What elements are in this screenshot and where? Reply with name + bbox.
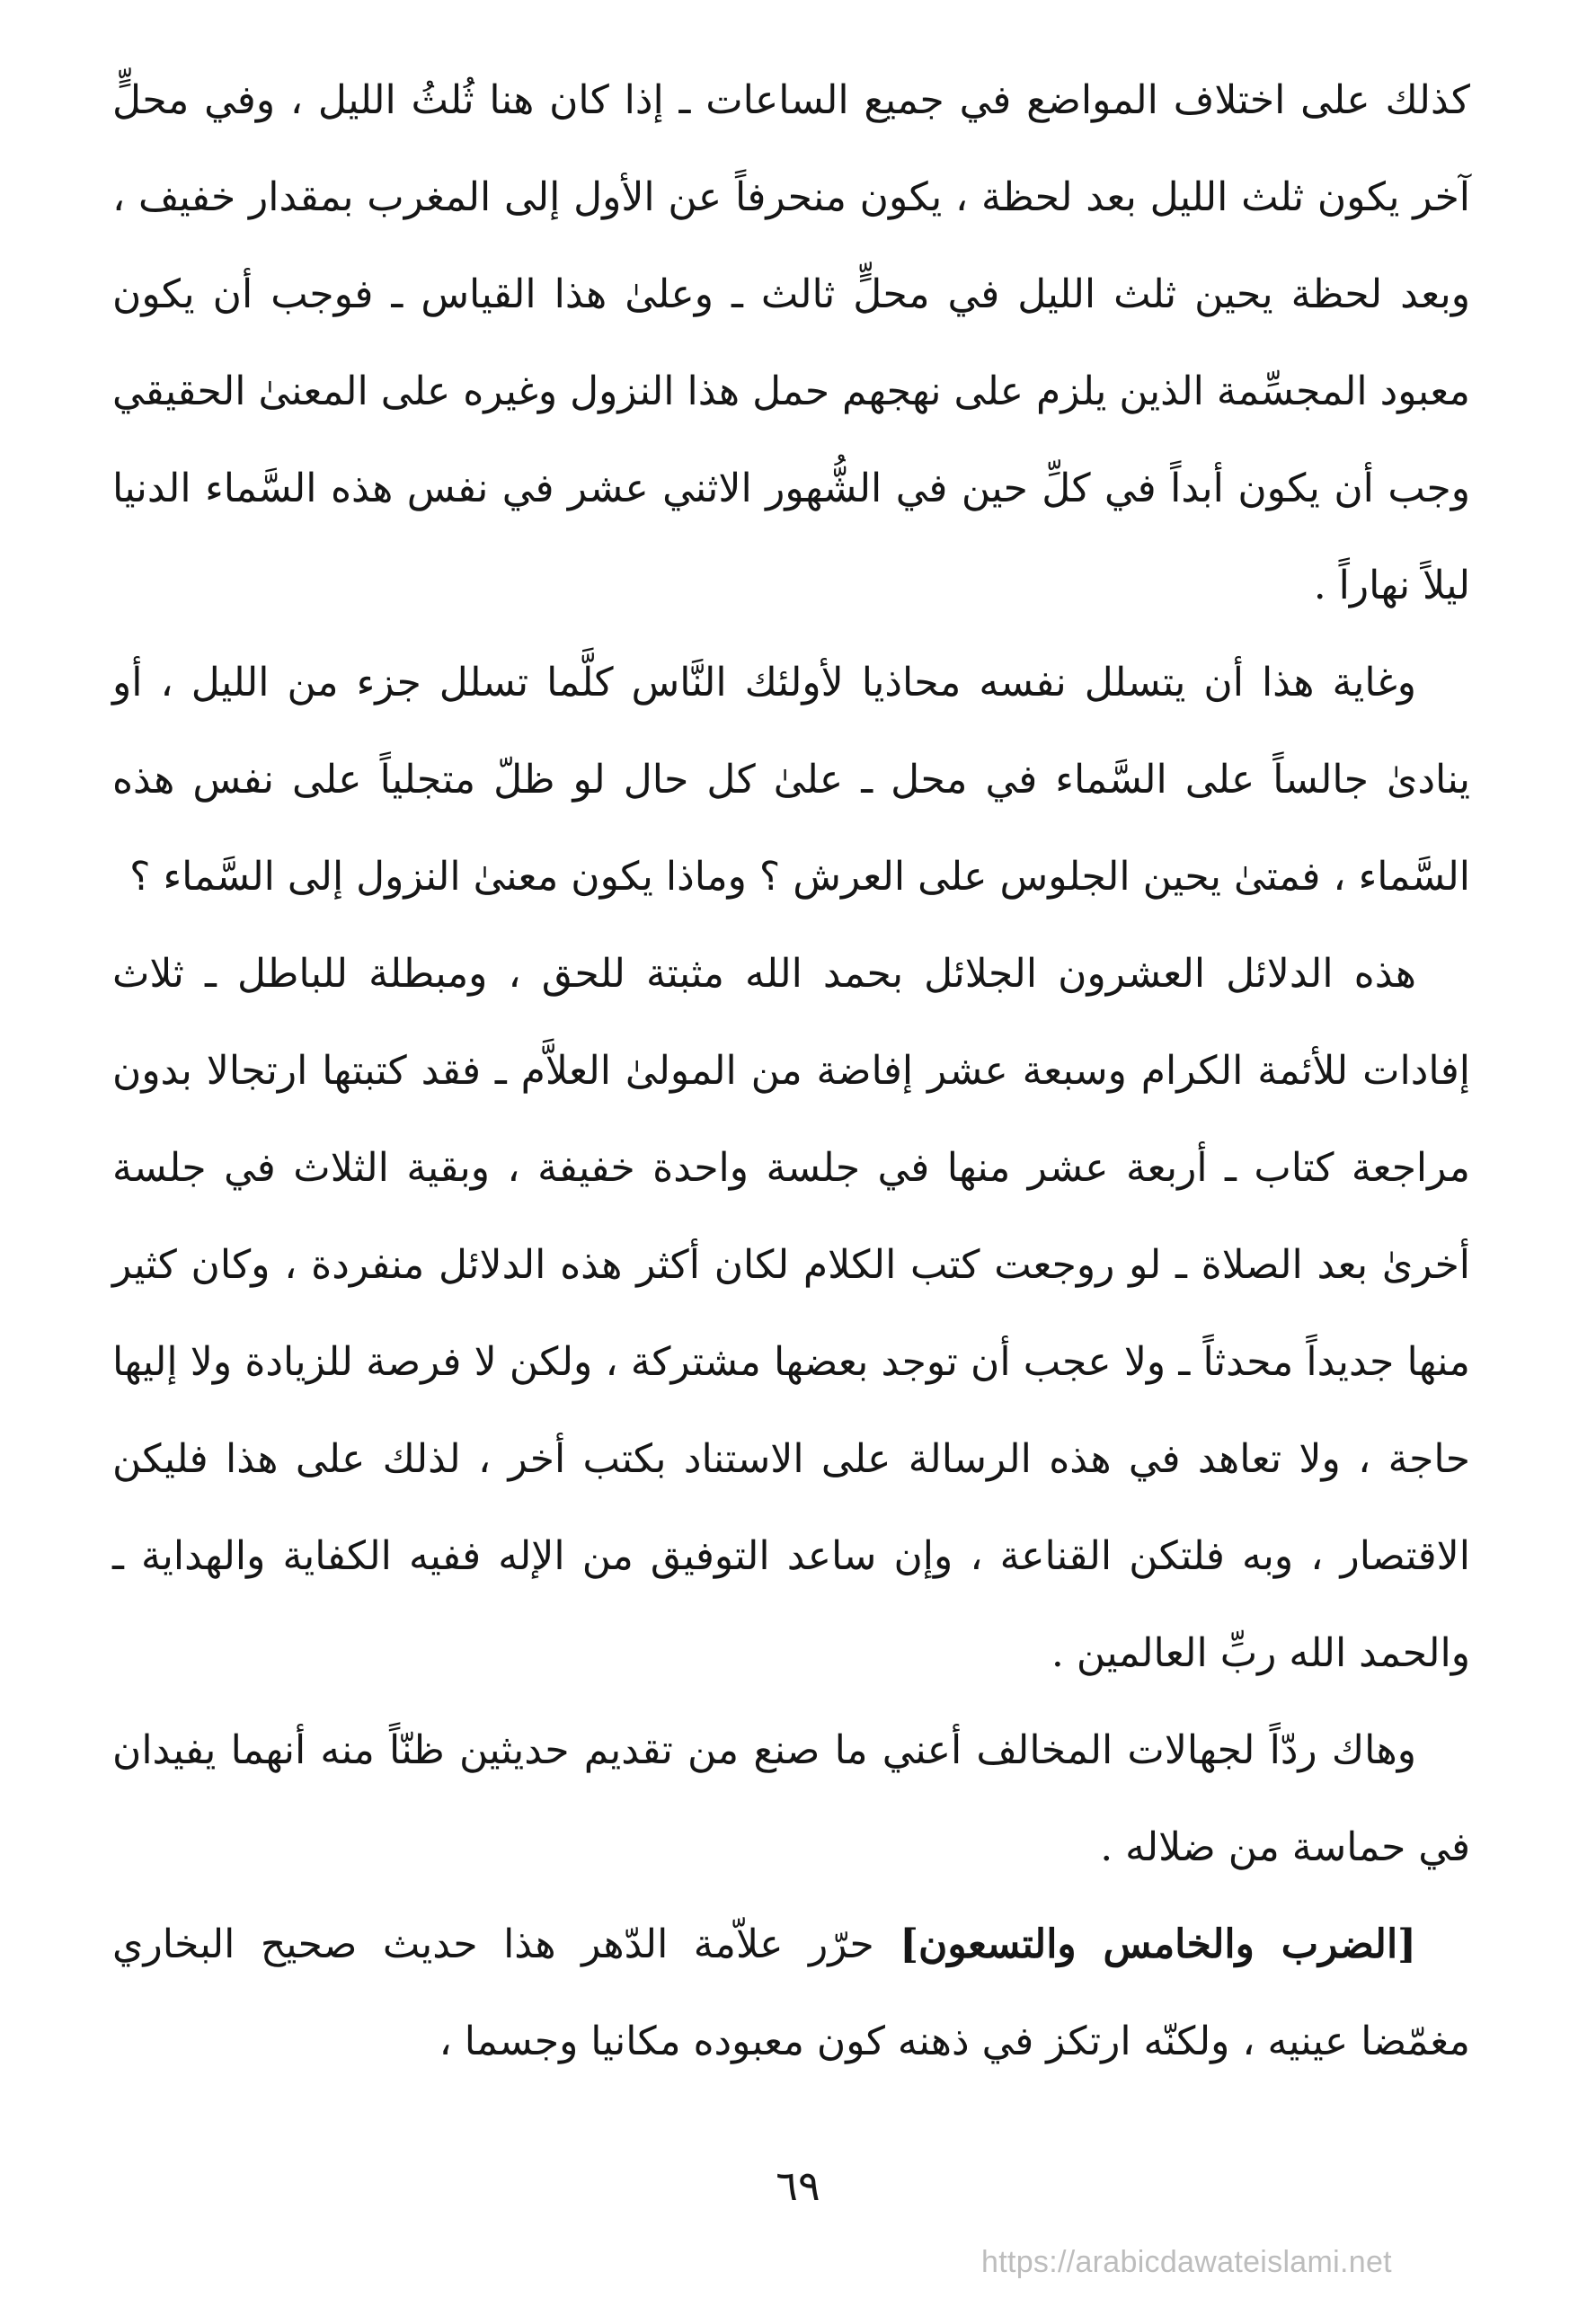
page-body — [112, 52, 1470, 2090]
watermark-url: https://arabicdawateislami.net — [981, 2245, 1392, 2279]
section-heading: [الضرب والخامس والتسعون] — [900, 1921, 1416, 1967]
paragraph-5-body: حرّر علاّمة الدّهر هذا حديث صحيح البخاري مغمّضا عينيه ، ولكنّه ارتكز في ذهنه كون معبوده مكانيا وجسما ، — [112, 1921, 1470, 2064]
paragraph-4: وهاك ردّاً لجهالات المخالف أعني ما صنع من تقديم حديثين ظنّاً منه أنهما يفيدان في حماسة من ضلاله . — [112, 1727, 1470, 1870]
paragraph-2: وغاية هذا أن يتسلل نفسه محاذيا لأولئك النَّاس كلَّما تسلل جزء من الليل ، أو ينادىٰ جالساً على السَّماء في محل ـ علىٰ كل حال لو ظلّ متجلياً على نفس هذه السَّماء ، فمتىٰ يحين الجلوس على العرش ؟ وماذا يكون معنىٰ النزول إلى السَّماء ؟ — [112, 660, 1470, 900]
paragraph-1: كذلك على اختلاف المواضع في جميع الساعات ـ إذا كان هنا ثُلثُ الليل ، وفي محلٍّ آخر يكون ثلث الليل بعد لحظة ، يكون منحرفاً عن الأول إلى المغرب بمقدار خفيف ، وبعد لحظة يحين ثلث الليل في محلٍّ ثالث ـ وعلىٰ هذا القياس ـ فوجب أن يكون معبود المجسِّمة الذين يلزم على نهجهم حمل هذا النزول وغيره على المعنىٰ الحقيقي وجب أن يكون أبداً في كلِّ حين في الشُّهور الاثني عشر في نفس هذه السَّماء الدنيا ليلاً نهاراً . — [112, 77, 1470, 608]
paragraph-5 — [112, 1896, 1470, 2090]
paragraph-3: هذه الدلائل العشرون الجلائل بحمد الله مثبتة للحق ، ومبطلة للباطل ـ ثلاث إفادات للأئمة الكرام وسبعة عشر إفاضة من المولىٰ العلاَّم ـ فقد كتبتها ارتجالا بدون مراجعة كتاب ـ أربعة عشر منها في جلسة واحدة خفيفة ، وبقية الثلاث في جلسة أخرىٰ بعد الصلاة ـ لو روجعت كتب الكلام لكان أكثر هذه الدلائل منفردة ، وكان كثير منها جديداً محدثاً ـ ولا عجب أن توجد بعضها مشتركة ، ولكن لا فرصة للزيادة ولا إليها حاجة ، ولا تعاهد في هذه الرسالة على الاستناد بكتب أخر ، لذلك على هذا فليكن الاقتصار ، وبه فلتكن القناعة ، وإن ساعد التوفيق من الإله ففيه الكفاية والهداية ـ والحمد الله ربِّ العالمين . — [112, 951, 1471, 1676]
page-number: ٦٩ — [776, 2161, 820, 2210]
